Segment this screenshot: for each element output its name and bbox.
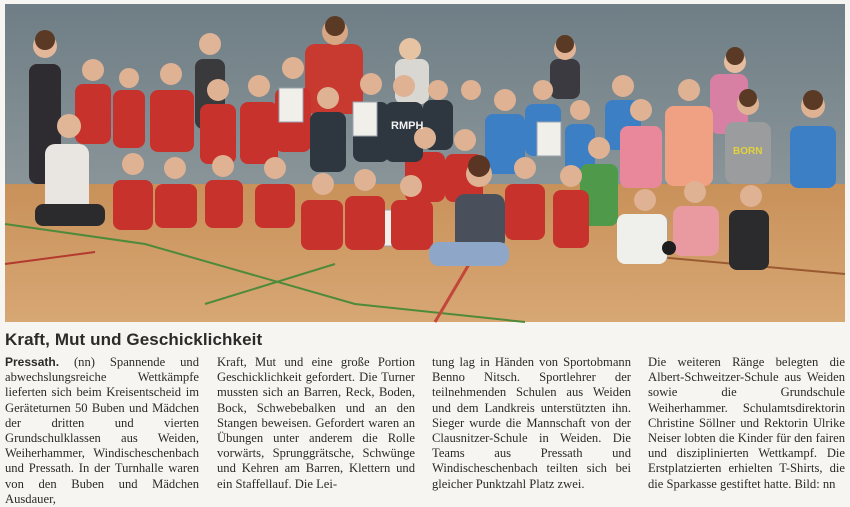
group-photo (5, 4, 845, 322)
article-text-4: Die weiteren Ränge belegten die Albert-Schweitzer-Schule aus Weiden sowie die Grundschule Weiherhammer. Schulamtsdirektorin Christine Söllner und Rektorin Ulrike Neiser lobten die Kinder für den fairen und disziplinierten Wettkampf. Die Erstplatzierten erhielten T-Shirts, die die Sparkasse gestiftet hatte. Bild: nn (648, 355, 845, 491)
article-text-1 (5, 355, 199, 507)
article-text-1-body: (nn) Spannende und abwechslungsreiche Wettkämpfe lieferten sich beim Kreisentscheid im Geräteturnen 50 Buben und Mädchen der dritten und vierten Grundschulklassen aus Weiden, Weiherhammer, Windischeschenbach und Pressath. In der Turnhalle waren von den Buben und Mädchen Ausdauer, (5, 355, 199, 506)
article-headline: Kraft, Mut und Geschicklichkeit (5, 330, 263, 349)
article-text-3: tung lag in Händen von Sportobmann Benno Nitsch. Sportlehrer der teilnehmenden Schulen aus Weiden und dem Landkreis unterstützten ihn. Sieger wurde die Mannschaft von der Clausnitzer-Schule in Weiden. Die Teams aus Pressath und Windischeschenbach teilten sich bei gleicher Punktzahl Platz zwei. (432, 355, 631, 491)
article-column-4 (648, 355, 845, 491)
group-photo-drawing (5, 4, 845, 322)
shirt-text-born: BORN (733, 146, 763, 157)
article-column-1 (5, 355, 199, 506)
shirt-text-rmph: RMPH (391, 120, 424, 132)
dateline: Pressath. (5, 355, 60, 369)
article-text-2: Kraft, Mut und eine große Portion Geschicklichkeit gefordert. Die Turner mussten sich an Barren, Reck, Boden, Bock, Schwebebalken und an den Stangen beweisen. Gefordert waren an Übungen unter anderem die Rolle vorwärts, Sprunggrätsche, Schwünge und Kehren am Barren, Klettern und ein Staffellauf. Die Lei- (217, 355, 415, 491)
article-column-2 (217, 355, 415, 491)
article-column-3 (432, 355, 631, 491)
